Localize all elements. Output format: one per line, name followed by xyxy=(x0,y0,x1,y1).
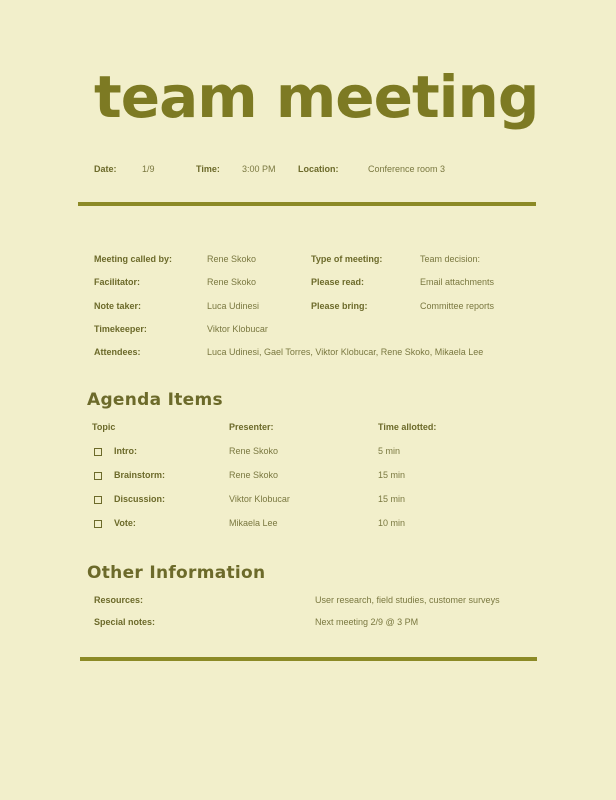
agenda-topic: Vote: xyxy=(114,518,136,528)
please-bring-label: Please bring: xyxy=(311,301,368,311)
date-value: 1/9 xyxy=(142,164,155,174)
location-value: Conference room 3 xyxy=(368,164,446,174)
agenda-presenter: Mikaela Lee xyxy=(229,518,278,528)
agenda-presenter: Rene Skoko xyxy=(229,470,279,480)
type-value: Team decision: xyxy=(420,254,481,264)
agenda-time: 10 min xyxy=(378,518,406,528)
agenda-time: 5 min xyxy=(378,446,401,456)
bottom-divider xyxy=(80,657,537,661)
agenda-topic: Brainstorm: xyxy=(114,470,166,480)
agenda-col-time: Time allotted: xyxy=(378,422,437,432)
agenda-checkbox[interactable] xyxy=(94,472,102,480)
agenda-checkbox[interactable] xyxy=(94,520,102,528)
special-notes-label: Special notes: xyxy=(94,617,156,627)
location-label: Location: xyxy=(298,164,339,174)
agenda-time: 15 min xyxy=(378,494,406,504)
facilitator-value: Rene Skoko xyxy=(207,277,257,287)
called-by-value: Rene Skoko xyxy=(207,254,257,264)
timekeeper-value: Viktor Klobucar xyxy=(207,324,268,334)
meeting-meta xyxy=(94,164,554,178)
facilitator-label: Facilitator: xyxy=(94,277,141,287)
time-value: 3:00 PM xyxy=(242,164,276,174)
timekeeper-label: Timekeeper: xyxy=(94,324,147,334)
resources-value: User research, field studies, customer surveys xyxy=(315,595,500,605)
agenda-presenter: Viktor Klobucar xyxy=(229,494,290,504)
agenda-topic: Discussion: xyxy=(114,494,166,504)
please-read-value: Email attachments xyxy=(420,277,495,287)
agenda-checkbox[interactable] xyxy=(94,496,102,504)
attendees-value: Luca Udinesi, Gael Torres, Viktor Klobucar, Rene Skoko, Mikaela Lee xyxy=(207,347,484,357)
agenda-table xyxy=(92,422,532,534)
other-info xyxy=(94,595,534,635)
agenda-topic: Intro: xyxy=(114,446,137,456)
note-taker-value: Luca Udinesi xyxy=(207,301,260,311)
agenda-col-presenter: Presenter: xyxy=(229,422,274,432)
agenda-col-topic: Topic xyxy=(92,422,116,432)
agenda-checkbox[interactable] xyxy=(94,448,102,456)
agenda-presenter: Rene Skoko xyxy=(229,446,279,456)
top-divider xyxy=(78,202,536,206)
please-bring-value: Committee reports xyxy=(420,301,495,311)
note-taker-label: Note taker: xyxy=(94,301,142,311)
meeting-details xyxy=(94,254,534,364)
date-label: Date: xyxy=(94,164,117,174)
time-label: Time: xyxy=(196,164,220,174)
type-label: Type of meeting: xyxy=(311,254,383,264)
called-by-label: Meeting called by: xyxy=(94,254,173,264)
page-title: team meeting xyxy=(94,63,539,131)
other-info-heading: Other Information xyxy=(87,563,266,583)
please-read-label: Please read: xyxy=(311,277,365,287)
attendees-label: Attendees: xyxy=(94,347,141,357)
agenda-heading: Agenda Items xyxy=(87,390,223,410)
special-notes-value: Next meeting 2/9 @ 3 PM xyxy=(315,617,419,627)
agenda-time: 15 min xyxy=(378,470,406,480)
resources-label: Resources: xyxy=(94,595,144,605)
